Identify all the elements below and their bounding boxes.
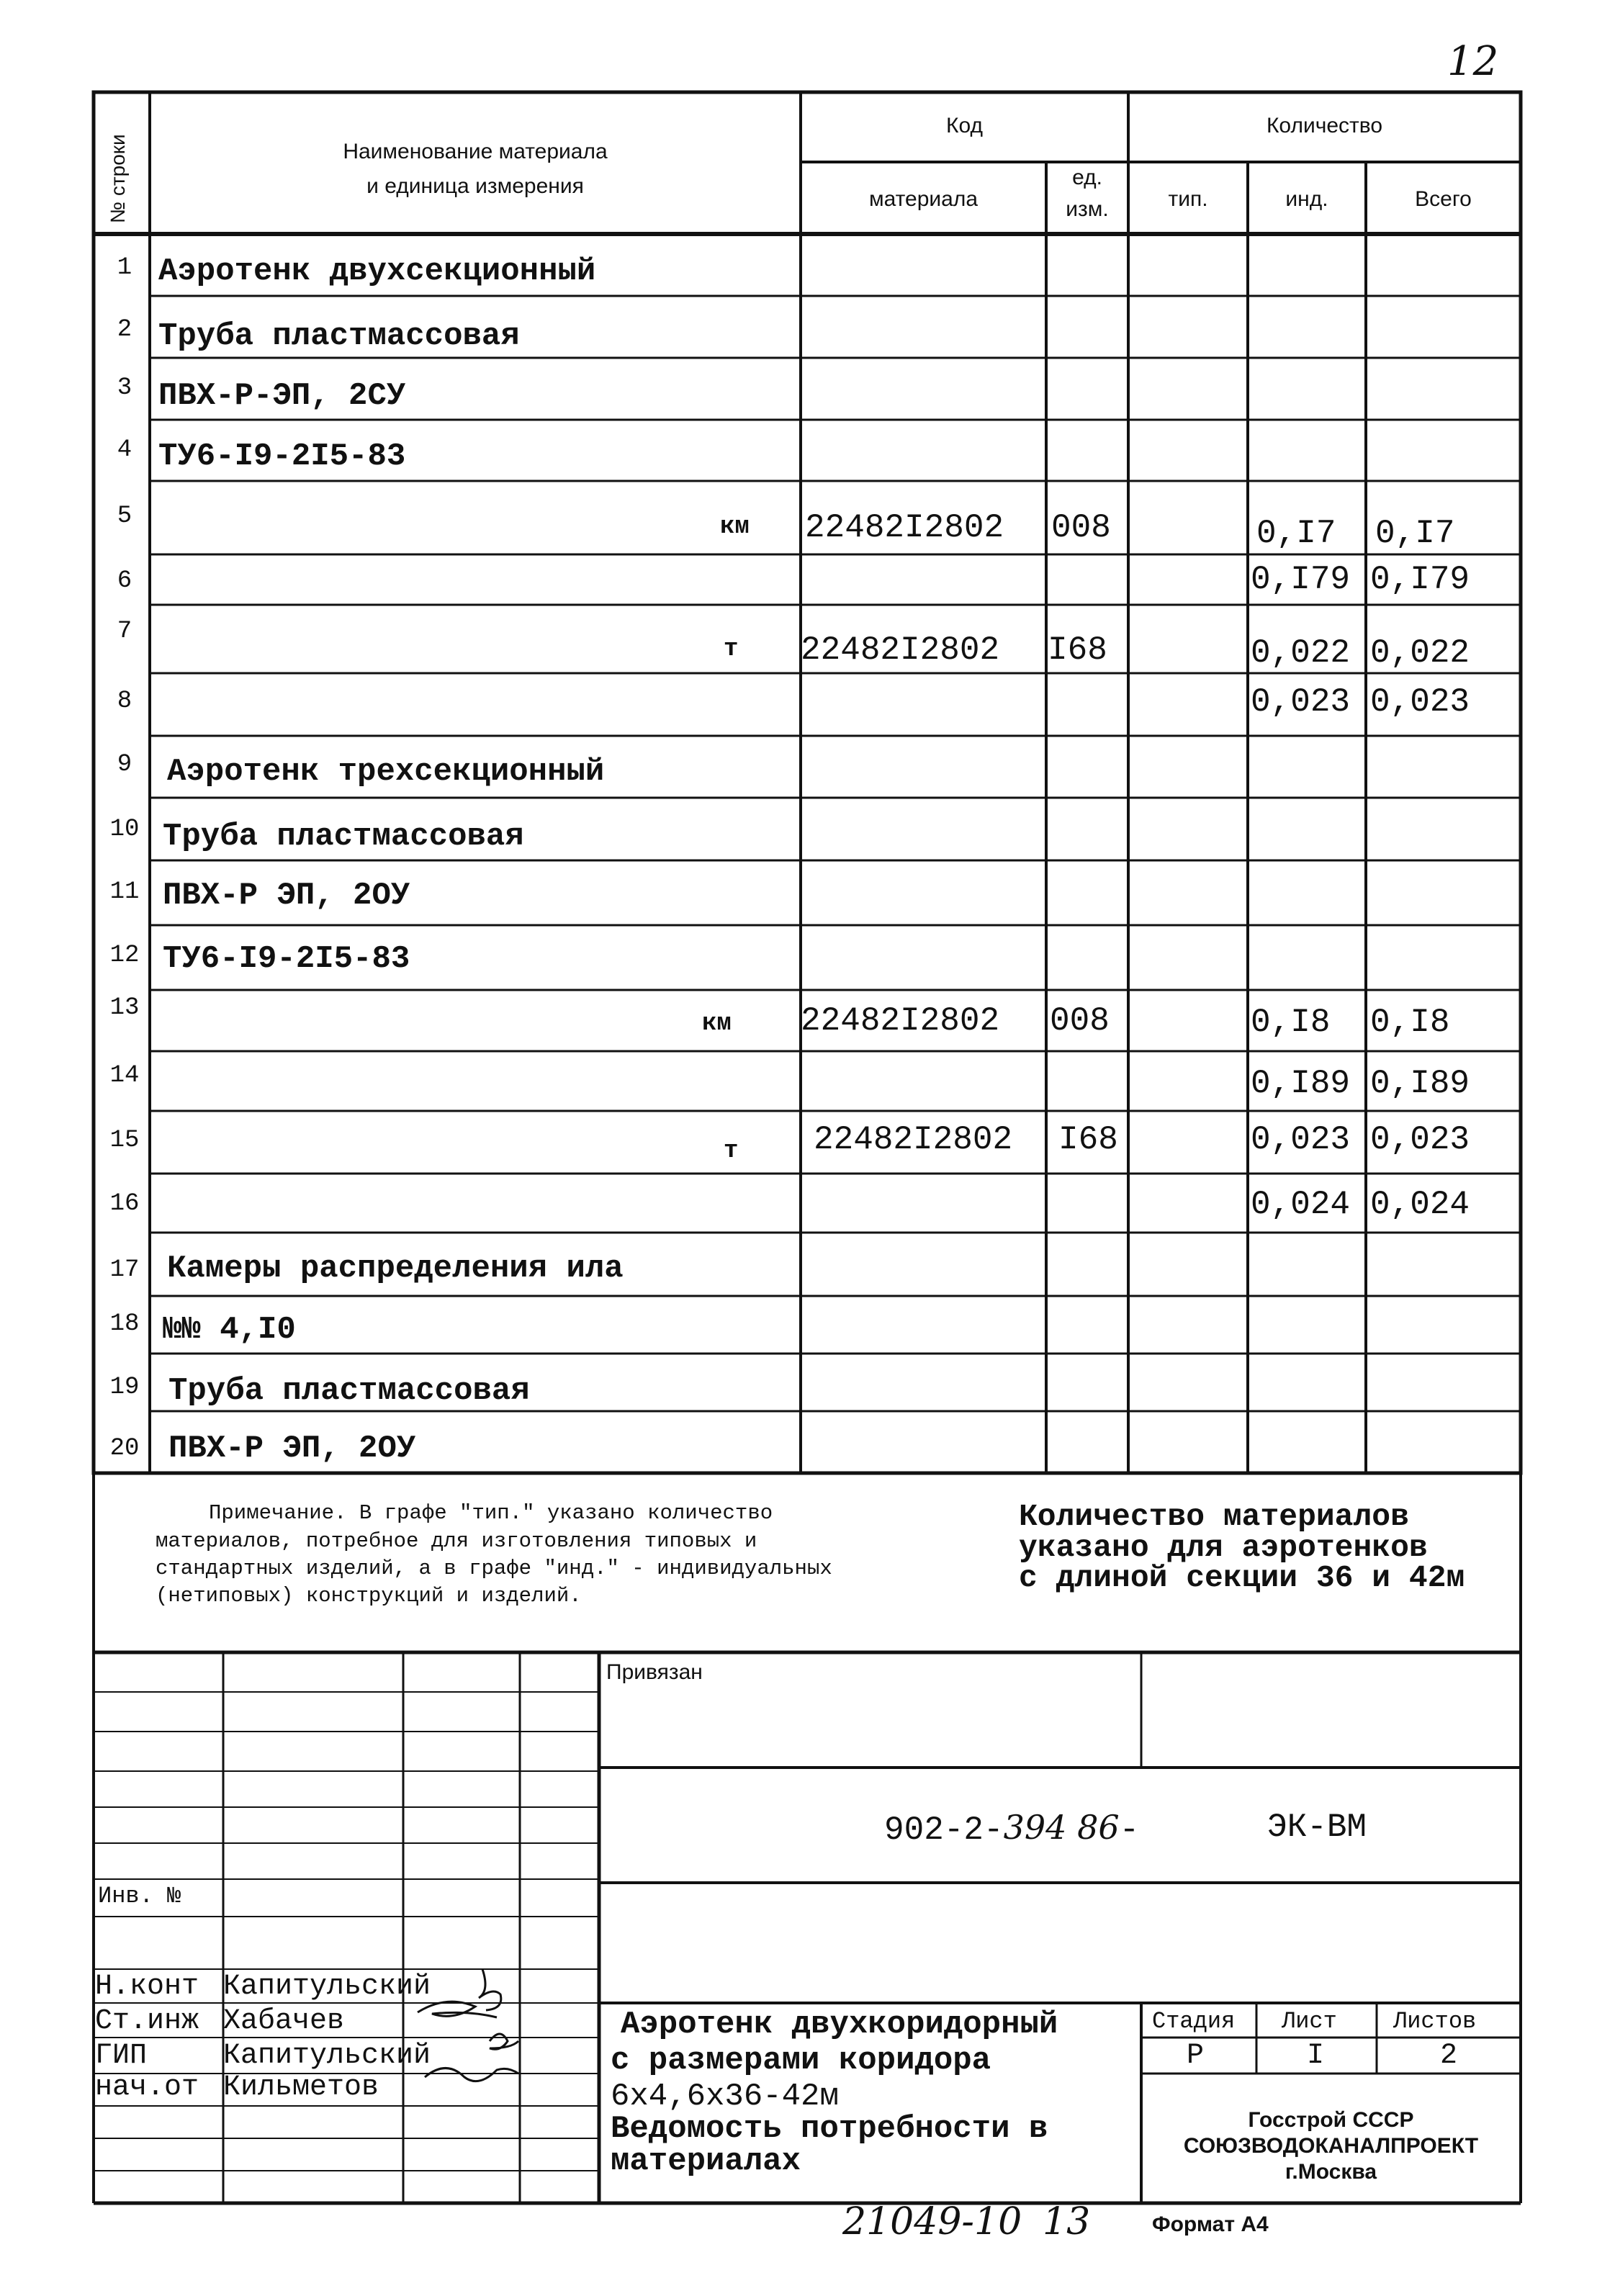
table-row-unit-code: I68	[1058, 1121, 1118, 1158]
signer-role: Н.конт	[95, 1971, 199, 2003]
signature-scribble	[490, 2034, 518, 2049]
table-row-name: ТУ6-I9-2I5-83	[163, 941, 410, 977]
table-row-total: 0,I7	[1375, 515, 1455, 552]
table-row-unit-code: 008	[1051, 509, 1111, 546]
sheet-title-line3: 6х4,6х36-42м	[611, 2079, 839, 2115]
table-row-total: 0,I8	[1370, 1004, 1450, 1041]
table-row-code: 22482I2802	[801, 631, 1000, 669]
document-code	[884, 1808, 1140, 1849]
table-row-number: 8	[117, 688, 132, 715]
table-row-number: 7	[117, 618, 132, 645]
archive-number: 21049-10	[842, 2200, 1022, 2243]
qty-ind-header: инд.	[1285, 187, 1328, 211]
table-row-ind: 0,022	[1251, 634, 1351, 672]
signer-name: Кильметов	[223, 2071, 379, 2104]
sheets-label: Листов	[1393, 2008, 1477, 2035]
table-row-name: Аэротенк трехсекционный	[167, 754, 605, 790]
table-row-total: 0,022	[1370, 634, 1470, 672]
page-number: 12	[1447, 38, 1499, 85]
table-row-number: 9	[117, 751, 132, 778]
table-row-number: 5	[117, 503, 132, 530]
table-row-number: 18	[109, 1310, 140, 1338]
table-row-unit-code: I68	[1048, 631, 1107, 669]
note-line3: стандартных изделий, а в графе "инд." - индивидуальных	[156, 1557, 832, 1580]
table-row-total: 0,I89	[1370, 1065, 1470, 1102]
sheet-title-line4: Ведомость потребности в	[611, 2111, 1048, 2147]
code-header: Код	[945, 114, 983, 138]
sheet-title-line1: Аэротенк двухкоридорный	[621, 2007, 1058, 2043]
note-line4: (нетиповых) конструкций и изделий.	[156, 1584, 582, 1608]
table-row-unit: км	[720, 513, 750, 541]
table-row-ind: 0,023	[1251, 683, 1351, 721]
signer-name: Капитульский	[223, 1971, 431, 2003]
table-row-ind: 0,I79	[1251, 561, 1351, 598]
table-row-code: 22482I2802	[801, 1002, 1000, 1040]
qty-total-header: Всего	[1415, 187, 1472, 211]
code-unit-header-line1: ед.	[1072, 166, 1102, 189]
signature-scribble	[479, 1969, 501, 2010]
format-label: Формат А4	[1152, 2212, 1269, 2236]
table-row-number: 13	[109, 994, 140, 1022]
document-code-prefix: 902-2-	[884, 1811, 1004, 1849]
table-row-code: 22482I2802	[805, 509, 1004, 546]
table-row-unit: т	[724, 636, 739, 663]
table-row-number: 6	[117, 567, 132, 595]
table-row-ind: 0,I7	[1256, 515, 1336, 552]
sheets-value: 2	[1440, 2040, 1458, 2072]
table-row-number: 12	[109, 942, 140, 969]
table-row-number: 10	[109, 816, 140, 843]
table-row-ind: 0,024	[1251, 1186, 1351, 1223]
name-header-line2: и единица измерения	[366, 174, 584, 198]
sheet-title-line2: с размерами коридора	[611, 2043, 991, 2079]
table-row-name: ПВХ-Р ЭП, 2ОУ	[168, 1431, 416, 1467]
table-row-number: 20	[109, 1435, 140, 1462]
table-row-number: 16	[109, 1190, 140, 1217]
stage-label: Стадия	[1152, 2008, 1236, 2035]
table-row-unit: км	[702, 1010, 732, 1037]
table-row-number: 2	[117, 316, 132, 343]
note-right-line3: с длиной секции 36 и 42м	[1019, 1560, 1465, 1595]
table-row-name: Труба пластмассовая	[163, 819, 524, 855]
note-right-line2: указано для аэротенков	[1019, 1530, 1428, 1565]
table-row-number: 1	[117, 254, 132, 282]
note-line1: Примечание. В графе "тип." указано количество	[209, 1501, 773, 1525]
document-code-dash: -	[1119, 1811, 1140, 1849]
signature-scribble	[418, 2002, 497, 2017]
table-row-total: 0,023	[1370, 683, 1470, 721]
sheet-value: I	[1307, 2040, 1325, 2072]
table-row-ind: 0,023	[1251, 1121, 1351, 1158]
bound-label: Привязан	[606, 1660, 703, 1684]
row-no-header: № строки	[107, 134, 129, 223]
table-row-number: 19	[109, 1374, 140, 1401]
org-line2: СОЮЗВОДОКАНАЛПРОЕКТ	[1183, 2134, 1479, 2158]
stage-value: Р	[1187, 2040, 1205, 2072]
document-code-suffix: ЭК-ВМ	[1267, 1809, 1367, 1846]
table-row-number: 15	[109, 1127, 140, 1154]
qty-typ-header: тип.	[1168, 187, 1208, 211]
org-line3: г.Москва	[1285, 2160, 1377, 2184]
signer-role: Ст.инж	[95, 2005, 199, 2038]
signatures	[403, 1962, 540, 2106]
table-row-total: 0,I79	[1370, 561, 1470, 598]
inventory-label: Инв. №	[98, 1883, 181, 1909]
org-line1: Госстрой СССР	[1248, 2108, 1414, 2132]
signer-role: нач.от	[95, 2071, 199, 2104]
sheet-title-line5: материалах	[611, 2143, 801, 2179]
table-row-name: ТУ6-I9-2I5-83	[158, 438, 406, 474]
table-row-unit-code: 008	[1050, 1002, 1110, 1040]
signer-name: Капитульский	[223, 2040, 431, 2072]
signature-scribble	[425, 2068, 518, 2081]
sheet-label: Лист	[1282, 2008, 1337, 2035]
table-row-unit: т	[724, 1138, 739, 1165]
signer-name: Хабачев	[223, 2005, 345, 2038]
table-row-ind: 0,I8	[1251, 1004, 1331, 1041]
code-unit-header-line2: изм.	[1066, 197, 1109, 221]
table-row-total: 0,024	[1370, 1186, 1470, 1223]
name-header-line1: Наименование материала	[343, 140, 608, 163]
code-material-header: материала	[868, 187, 979, 211]
table-row-name: Камеры распределения ила	[167, 1251, 624, 1287]
table-row-ind: 0,I89	[1251, 1065, 1351, 1102]
archive-sheet: 13	[1043, 2200, 1091, 2243]
table-row-name: ПВХ-Р-ЭП, 2СУ	[158, 378, 406, 414]
table-row-name: №№ 4,I0	[163, 1312, 296, 1348]
table-row-number: 4	[117, 436, 132, 464]
table-row-name: Труба пластмассовая	[168, 1373, 530, 1409]
note-line2: материалов, потребное для изготовления типовых и	[156, 1529, 757, 1553]
table-row-name: ПВХ-Р ЭП, 2ОУ	[163, 878, 410, 914]
table-row-number: 3	[117, 374, 132, 402]
signer-role: ГИП	[95, 2040, 148, 2072]
table-row-name: Труба пластмассовая	[158, 318, 520, 354]
document-code-handwritten: 394 86	[1003, 1808, 1120, 1847]
table-row-code: 22482I2802	[814, 1121, 1013, 1158]
qty-header: Количество	[1266, 114, 1383, 138]
note-right-line1: Количество материалов	[1019, 1499, 1409, 1534]
table-row-total: 0,023	[1370, 1121, 1470, 1158]
table-row-number: 14	[109, 1062, 140, 1089]
table-row-number: 11	[109, 878, 140, 906]
table-row-name: Аэротенк двухсекционный	[158, 253, 596, 289]
table-row-number: 17	[109, 1256, 140, 1284]
